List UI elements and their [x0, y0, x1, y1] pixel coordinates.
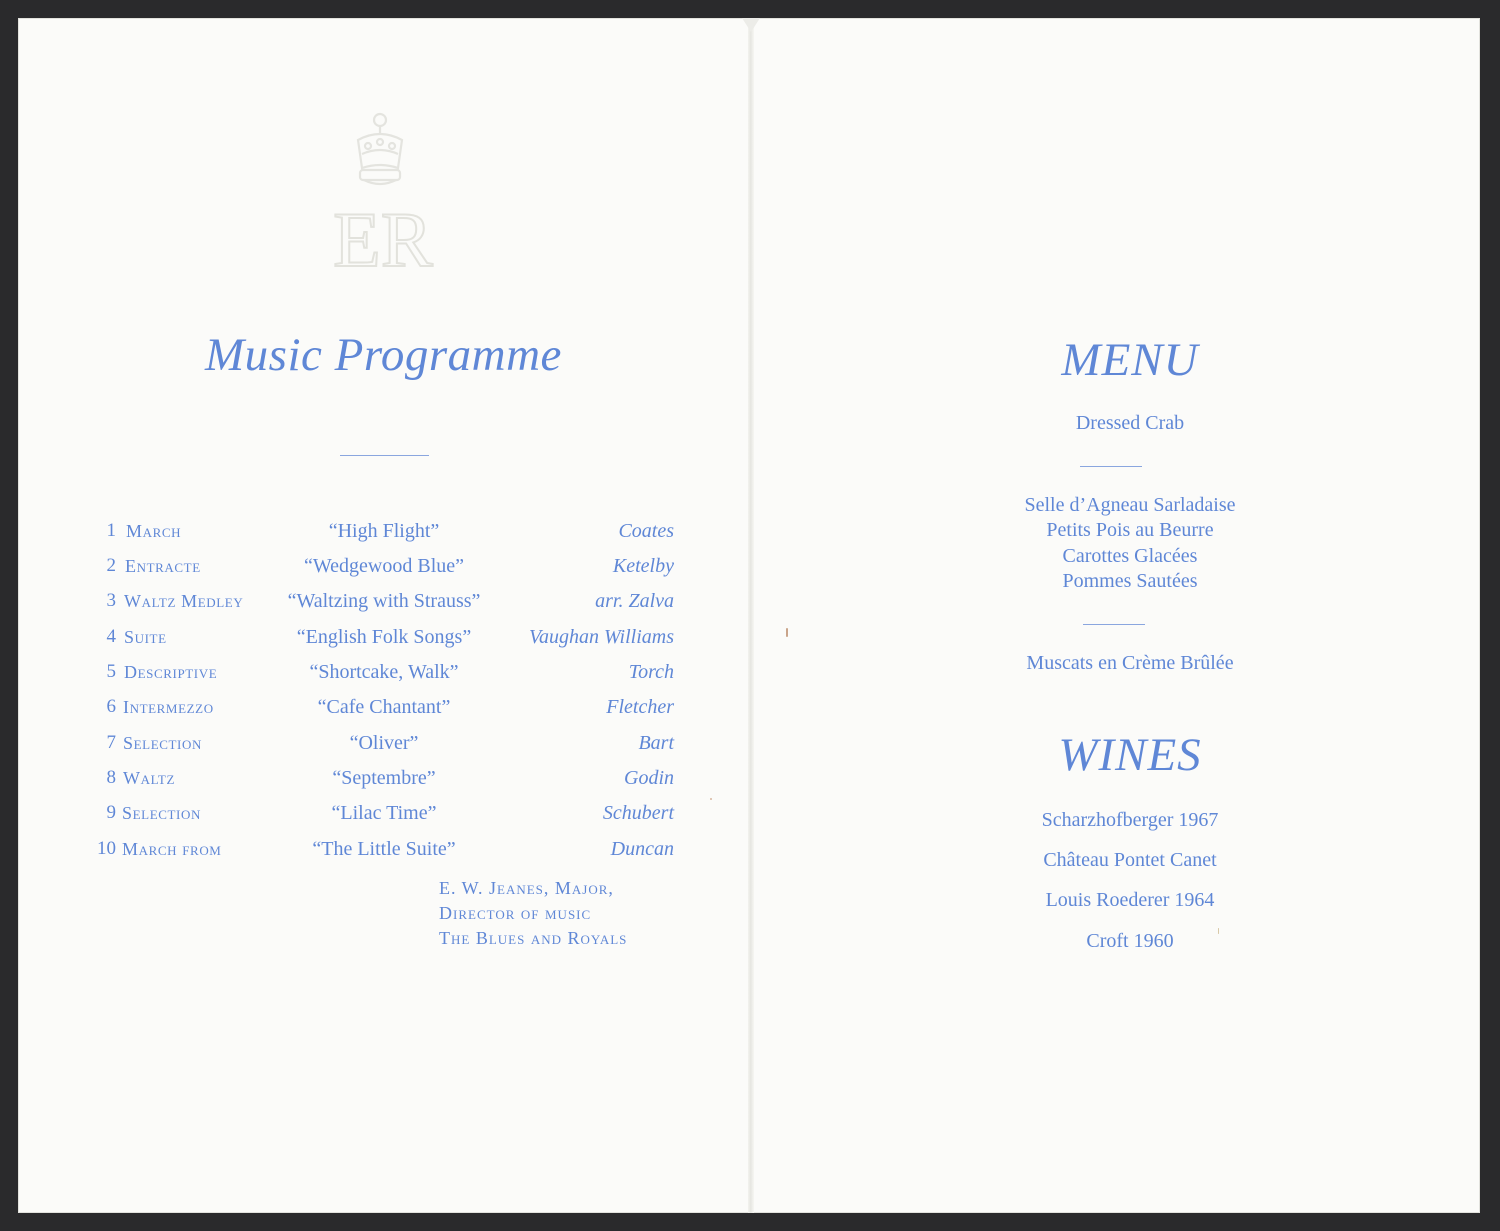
fold-notch [742, 18, 760, 32]
music-row-piece: “Cafe Chantant” [317, 696, 451, 718]
music-row-number: 1 [106, 520, 116, 541]
paper-speck [1218, 928, 1219, 934]
music-programme-title: Music Programme [205, 329, 562, 381]
menu-divider-1 [1080, 466, 1142, 467]
wines-title: WINES [1058, 729, 1202, 781]
music-row-piece: “Wedgewood Blue” [304, 555, 464, 577]
music-row-piece: “Shortcake, Walk” [309, 661, 459, 683]
menu-divider-2 [1083, 624, 1145, 625]
music-row-type: Descriptive [124, 662, 218, 682]
music-row-type: Selection [122, 803, 201, 823]
music-row-number: 4 [106, 626, 116, 647]
music-row-piece: “Septembre” [332, 767, 436, 789]
music-row-number: 3 [106, 590, 116, 611]
wine-item: Château Pontet Canet [1043, 849, 1217, 871]
music-row-type: Waltz [123, 768, 176, 788]
course-main: Selle d’Agneau Sarladaise [1024, 494, 1236, 516]
music-row-number: 7 [106, 732, 116, 753]
music-divider [340, 455, 429, 456]
course-side-potatoes: Pommes Sautées [1062, 570, 1198, 592]
course-dessert: Muscats en Crème Brûlée [1026, 652, 1234, 674]
royal-cipher-emboss [318, 106, 448, 286]
music-row-number: 9 [106, 802, 116, 823]
course-starter: Dressed Crab [1075, 412, 1185, 434]
director-name: E. W. Jeanes, Major, [439, 878, 614, 898]
music-row-number: 2 [106, 555, 116, 576]
music-row-composer: Bart [638, 732, 674, 754]
course-side-carrots: Carottes Glacées [1062, 545, 1198, 567]
music-row-number: 8 [106, 767, 116, 788]
music-row-type: Suite [124, 627, 167, 647]
music-row-number: 6 [106, 696, 116, 717]
wine-item: Louis Roederer 1964 [1045, 889, 1215, 911]
music-row-number: 10 [97, 838, 116, 859]
director-title: Director of music [439, 903, 592, 923]
paper-speck [786, 628, 788, 637]
music-row-piece: “Waltzing with Strauss” [287, 590, 481, 612]
music-row-composer: Torch [628, 661, 674, 683]
wine-item: Croft 1960 [1086, 930, 1174, 952]
music-row-piece: “The Little Suite” [312, 838, 456, 860]
card-fold [748, 18, 754, 1213]
music-row-piece: “High Flight” [328, 520, 440, 542]
music-row-piece: “Lilac Time” [331, 802, 437, 824]
music-row-piece: “English Folk Songs” [296, 626, 472, 648]
royal-cipher-text: ER [333, 196, 433, 283]
paper-speck [710, 798, 712, 800]
music-row-type: Selection [123, 733, 202, 753]
music-row-number: 5 [106, 661, 116, 682]
music-row-type: March from [122, 839, 222, 859]
director-regiment: The Blues and Royals [439, 928, 628, 948]
menu-title: MENU [1061, 334, 1199, 386]
music-row-composer: Fletcher [606, 696, 674, 718]
music-row-composer: Ketelby [612, 555, 674, 577]
music-row-type: March [126, 521, 182, 541]
music-row-composer: Godin [624, 767, 674, 789]
music-row-type: Entracte [125, 556, 201, 576]
music-row-type: Waltz Medley [124, 591, 244, 611]
music-row-composer: Duncan [610, 838, 674, 860]
music-row-composer: Vaughan Williams [528, 626, 674, 648]
wine-item: Scharzhofberger 1967 [1041, 809, 1219, 831]
course-side-peas: Petits Pois au Beurre [1046, 519, 1214, 541]
music-row-composer: Coates [618, 520, 674, 542]
music-row-composer: Schubert [602, 802, 674, 824]
music-row-type: Intermezzo [123, 697, 214, 717]
menu-card [18, 18, 1480, 1213]
music-row-composer: arr. Zalva [595, 590, 674, 612]
music-row-piece: “Oliver” [349, 732, 419, 754]
